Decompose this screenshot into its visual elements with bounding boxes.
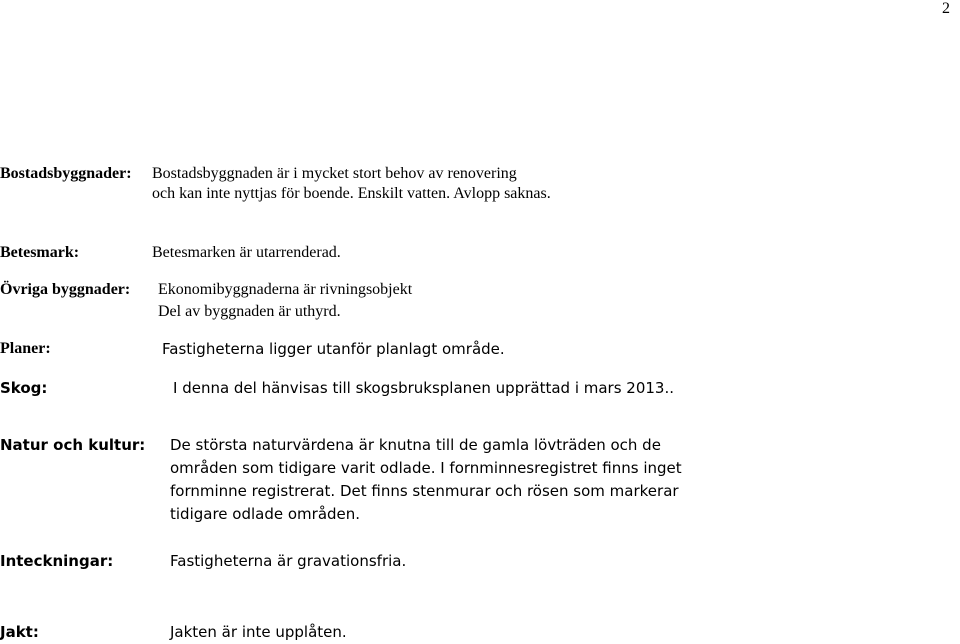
jakt-text: Jakten är inte upplåten. — [170, 623, 347, 641]
inteckningar-text: Fastigheterna är gravationsfria. — [170, 552, 407, 570]
jakt-label: Jakt: — [0, 623, 39, 641]
bostadsbyggnader-line-1: Bostadsbyggnaden är i mycket stort behov av renovering — [152, 165, 517, 182]
ovriga-byggnader-label: Övriga byggnader: — [0, 281, 131, 298]
betesmark-label: Betesmark: — [0, 244, 80, 261]
planer-text: Fastigheterna ligger utanför planlagt område. — [162, 340, 505, 358]
betesmark-text: Betesmarken är utarrenderad. — [152, 244, 341, 261]
bostadsbyggnader-line-2: och kan inte nyttjas för boende. Enskilt vatten. Avlopp saknas. — [152, 185, 551, 202]
natur-och-kultur-line-4: tidigare odlade områden. — [170, 505, 361, 523]
bostadsbyggnader-text — [152, 163, 551, 205]
natur-och-kultur-label: Natur och kultur: — [0, 436, 146, 454]
ovriga-byggnader-line-2: Del av byggnaden är uthyrd. — [158, 303, 341, 320]
skog-text: I denna del hänvisas till skogsbruksplanen upprättad i mars 2013.. — [173, 379, 675, 397]
ovriga-byggnader-text — [158, 279, 412, 323]
planer-label: Planer: — [0, 340, 51, 357]
inteckningar-label: Inteckningar: — [0, 552, 114, 570]
skog-label: Skog: — [0, 379, 48, 397]
page-number: 2 — [942, 0, 950, 17]
natur-och-kultur-line-2: områden som tidigare varit odlade. I fornminnesregistret finns inget — [170, 459, 682, 477]
natur-och-kultur-line-3: fornminne registrerat. Det finns stenmurar och rösen som markerar — [170, 482, 679, 500]
natur-och-kultur-line-1: De största naturvärdena är knutna till de gamla lövträden och de — [170, 436, 661, 454]
natur-och-kultur-text — [170, 434, 682, 526]
ovriga-byggnader-line-1: Ekonomibyggnaderna är rivningsobjekt — [158, 281, 413, 298]
bostadsbyggnader-label: Bostadsbyggnader: — [0, 165, 132, 182]
